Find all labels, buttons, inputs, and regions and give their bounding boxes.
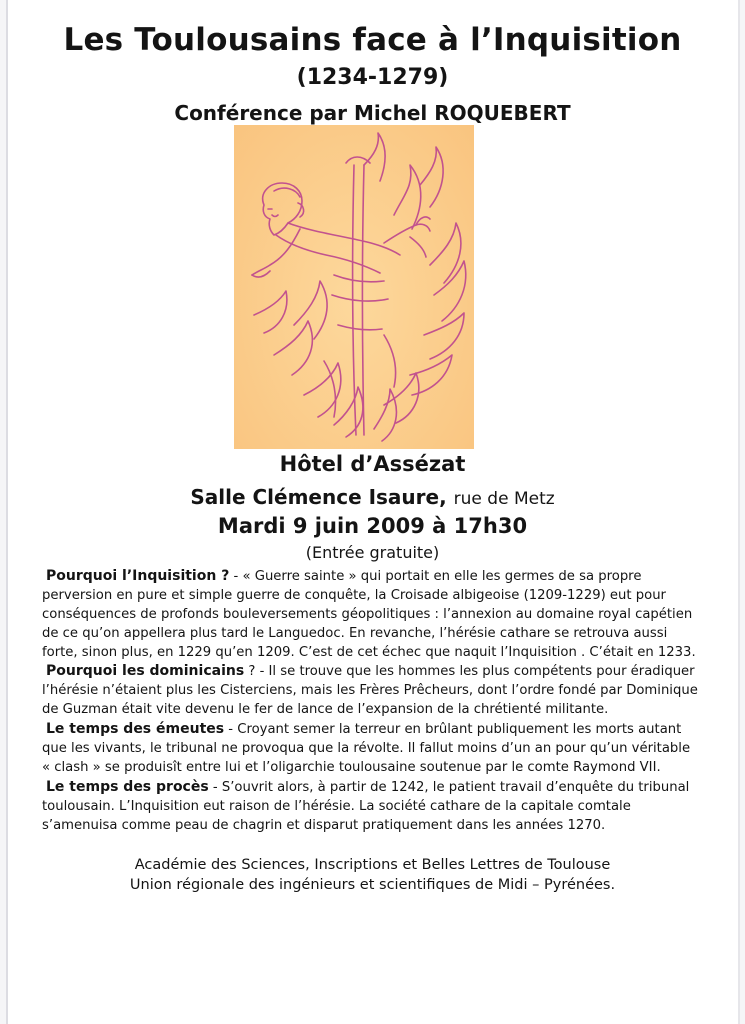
section-text: - « Guerre sainte » qui portait en elle les germes de sa propre perversion en pure et simple guerre de conquête, la Croisade albigeoise (1209-1229) eut pour conséquences de profonds bouleversements géopolitiques : l’annexion au domaine royal capétien de ce qu’on appellera plus tard le Languedoc. En revanche, l’hérésie cathare se retrouva aussi forte, sinon plus, en 1229 qu’en 1209. C’est de cet échec que naquit l’Inquisition . C’était en 1233.	[42, 569, 696, 660]
event-date: Mardi 9 juin 2009 à 17h30	[217, 514, 528, 538]
organizers	[0, 855, 745, 895]
entry-note: (Entrée gratuite)	[305, 543, 440, 562]
poster-dates: (1234-1279)	[296, 65, 449, 90]
street-name: rue de Metz	[453, 489, 555, 509]
room-line	[0, 485, 745, 509]
burning-figure-icon	[234, 125, 474, 449]
section-paragraph	[42, 567, 702, 662]
section-heading: Pourquoi les dominicains	[46, 663, 245, 679]
section-paragraph	[42, 662, 702, 719]
poster-title: Les Toulousains face à l’Inquisition	[63, 22, 682, 58]
organizer-line: Académie des Sciences, Inscriptions et Belles Lettres de Toulouse	[134, 857, 611, 873]
burning-figure-illustration	[234, 125, 474, 449]
venue-name: Hôtel d’Assézat	[279, 452, 466, 476]
section-text: ? - Il se trouve que les hommes les plus compétents pour éradiquer l’hérésie n’étaient plus les Cisterciens, mais les Frères Prêcheurs, dont l’ordre fondé par Dominique de Guzman était vite devenu le fer de lance de l’expansion de la chrétienté militante.	[42, 664, 698, 717]
section-text: - Croyant semer la terreur en brûlant publiquement les morts autant que les vivants, le tribunal ne provoqua que la révolte. Il fallut moins d’un an pour qu’un véritable « clash » se produisît entre lui et l’oligarchie toulousaine soutenue par le comte Raymond VII.	[42, 722, 691, 775]
section-heading: Pourquoi l’Inquisition ?	[46, 568, 230, 584]
section-paragraph	[42, 778, 702, 835]
organizer-line: Union régionale des ingénieurs et scientifiques de Midi – Pyrénées.	[129, 877, 616, 893]
section-paragraph	[42, 720, 702, 777]
section-heading: Le temps des procès	[46, 779, 209, 795]
speaker-line: Conférence par Michel ROQUEBERT	[174, 101, 571, 125]
section-text: - S’ouvrit alors, à partir de 1242, le patient travail d’enquête du tribunal toulousain. L’Inquisition eut raison de l’hérésie. La société cathare de la capitale comtale s’amenuisa comme peau de chagrin et disparut pratiquement dans les années 1270.	[42, 780, 690, 833]
room-name: Salle Clémence Isaure,	[190, 485, 447, 509]
section-heading: Le temps des émeutes	[46, 721, 225, 737]
